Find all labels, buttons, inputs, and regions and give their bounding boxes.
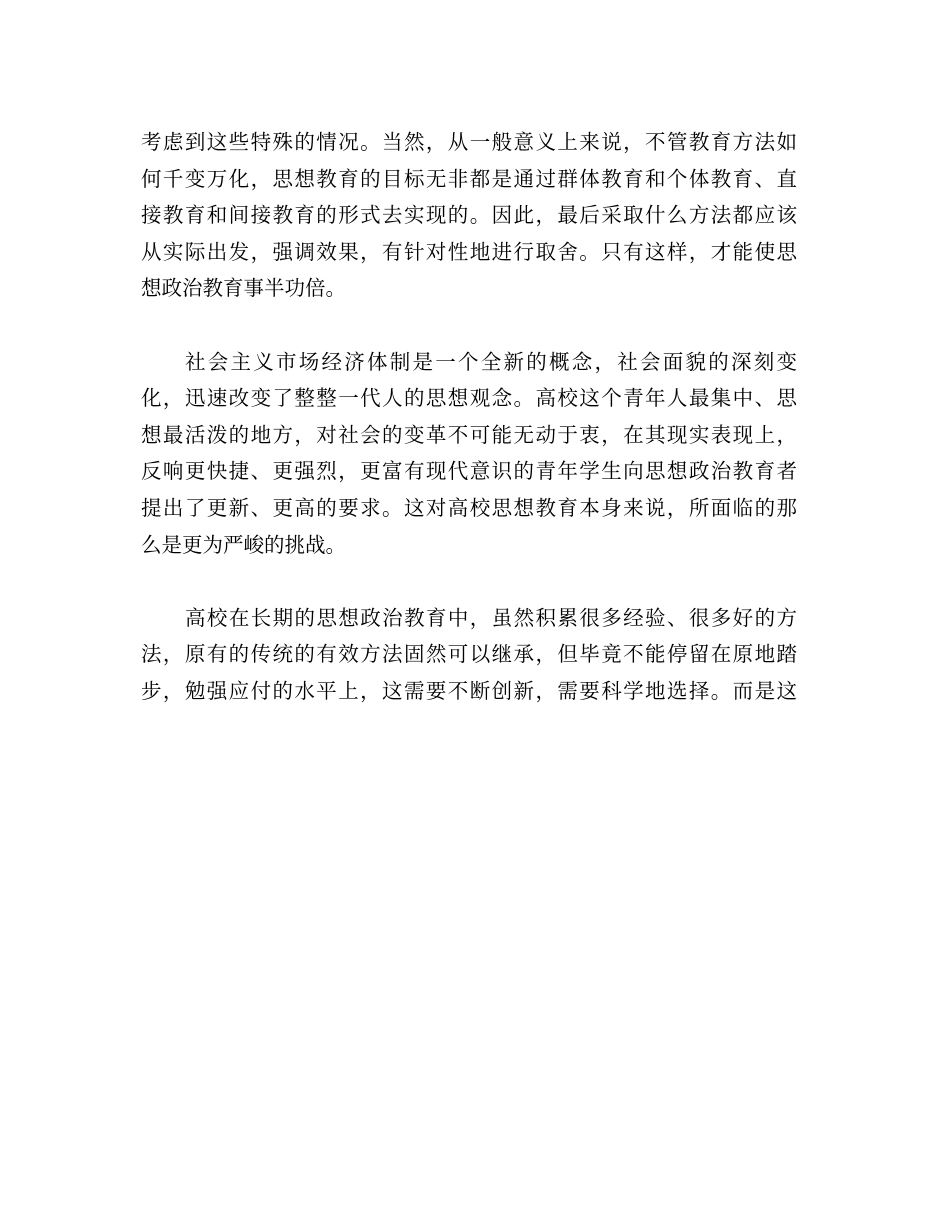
text-line: 步，勉强应付的水平上，这需要不断创新，需要科学地选择。而是这 <box>141 678 797 703</box>
paragraph-1 <box>141 124 797 307</box>
text-line: 高校在长期的思想政治教育中，虽然积累很多经验、很多好的方 <box>185 605 797 630</box>
text-line: 提出了更新、更高的要求。这对高校思想教育本身来说，所面临的那 <box>141 495 797 520</box>
text-line: 接教育和间接教育的形式去实现的。因此，最后采取什么方法都应该 <box>141 203 797 228</box>
text-line: 从实际出发，强调效果，有针对性地进行取舍。只有这样，才能使思 <box>141 239 797 264</box>
text-line: 法，原有的传统的有效方法固然可以继承，但毕竟不能停留在原地踏 <box>141 642 797 667</box>
text-line: 么是更为严峻的挑战。 <box>141 532 346 557</box>
paragraph-3 <box>141 600 797 710</box>
paragraph-2 <box>141 344 797 564</box>
text-line: 反响更快捷、更强烈，更富有现代意识的青年学生向思想政治教育者 <box>141 459 797 484</box>
document-body <box>141 124 797 710</box>
text-line: 考虑到这些特殊的情况。当然，从一般意义上来说，不管教育方法如 <box>141 130 797 154</box>
text-line: 化，迅速改变了整整一代人的思想观念。高校这个青年人最集中、思 <box>141 386 797 411</box>
text-line: 想最活泼的地方，对社会的变革不可能无动于衷，在其现实表现上， <box>141 422 797 447</box>
text-line: 社会主义市场经济体制是一个全新的概念，社会面貌的深刻变 <box>185 349 797 374</box>
text-line: 想政治教育事半功倍。 <box>141 276 346 301</box>
text-line: 何千变万化，思想教育的目标无非都是通过群体教育和个体教育、直 <box>141 166 797 191</box>
